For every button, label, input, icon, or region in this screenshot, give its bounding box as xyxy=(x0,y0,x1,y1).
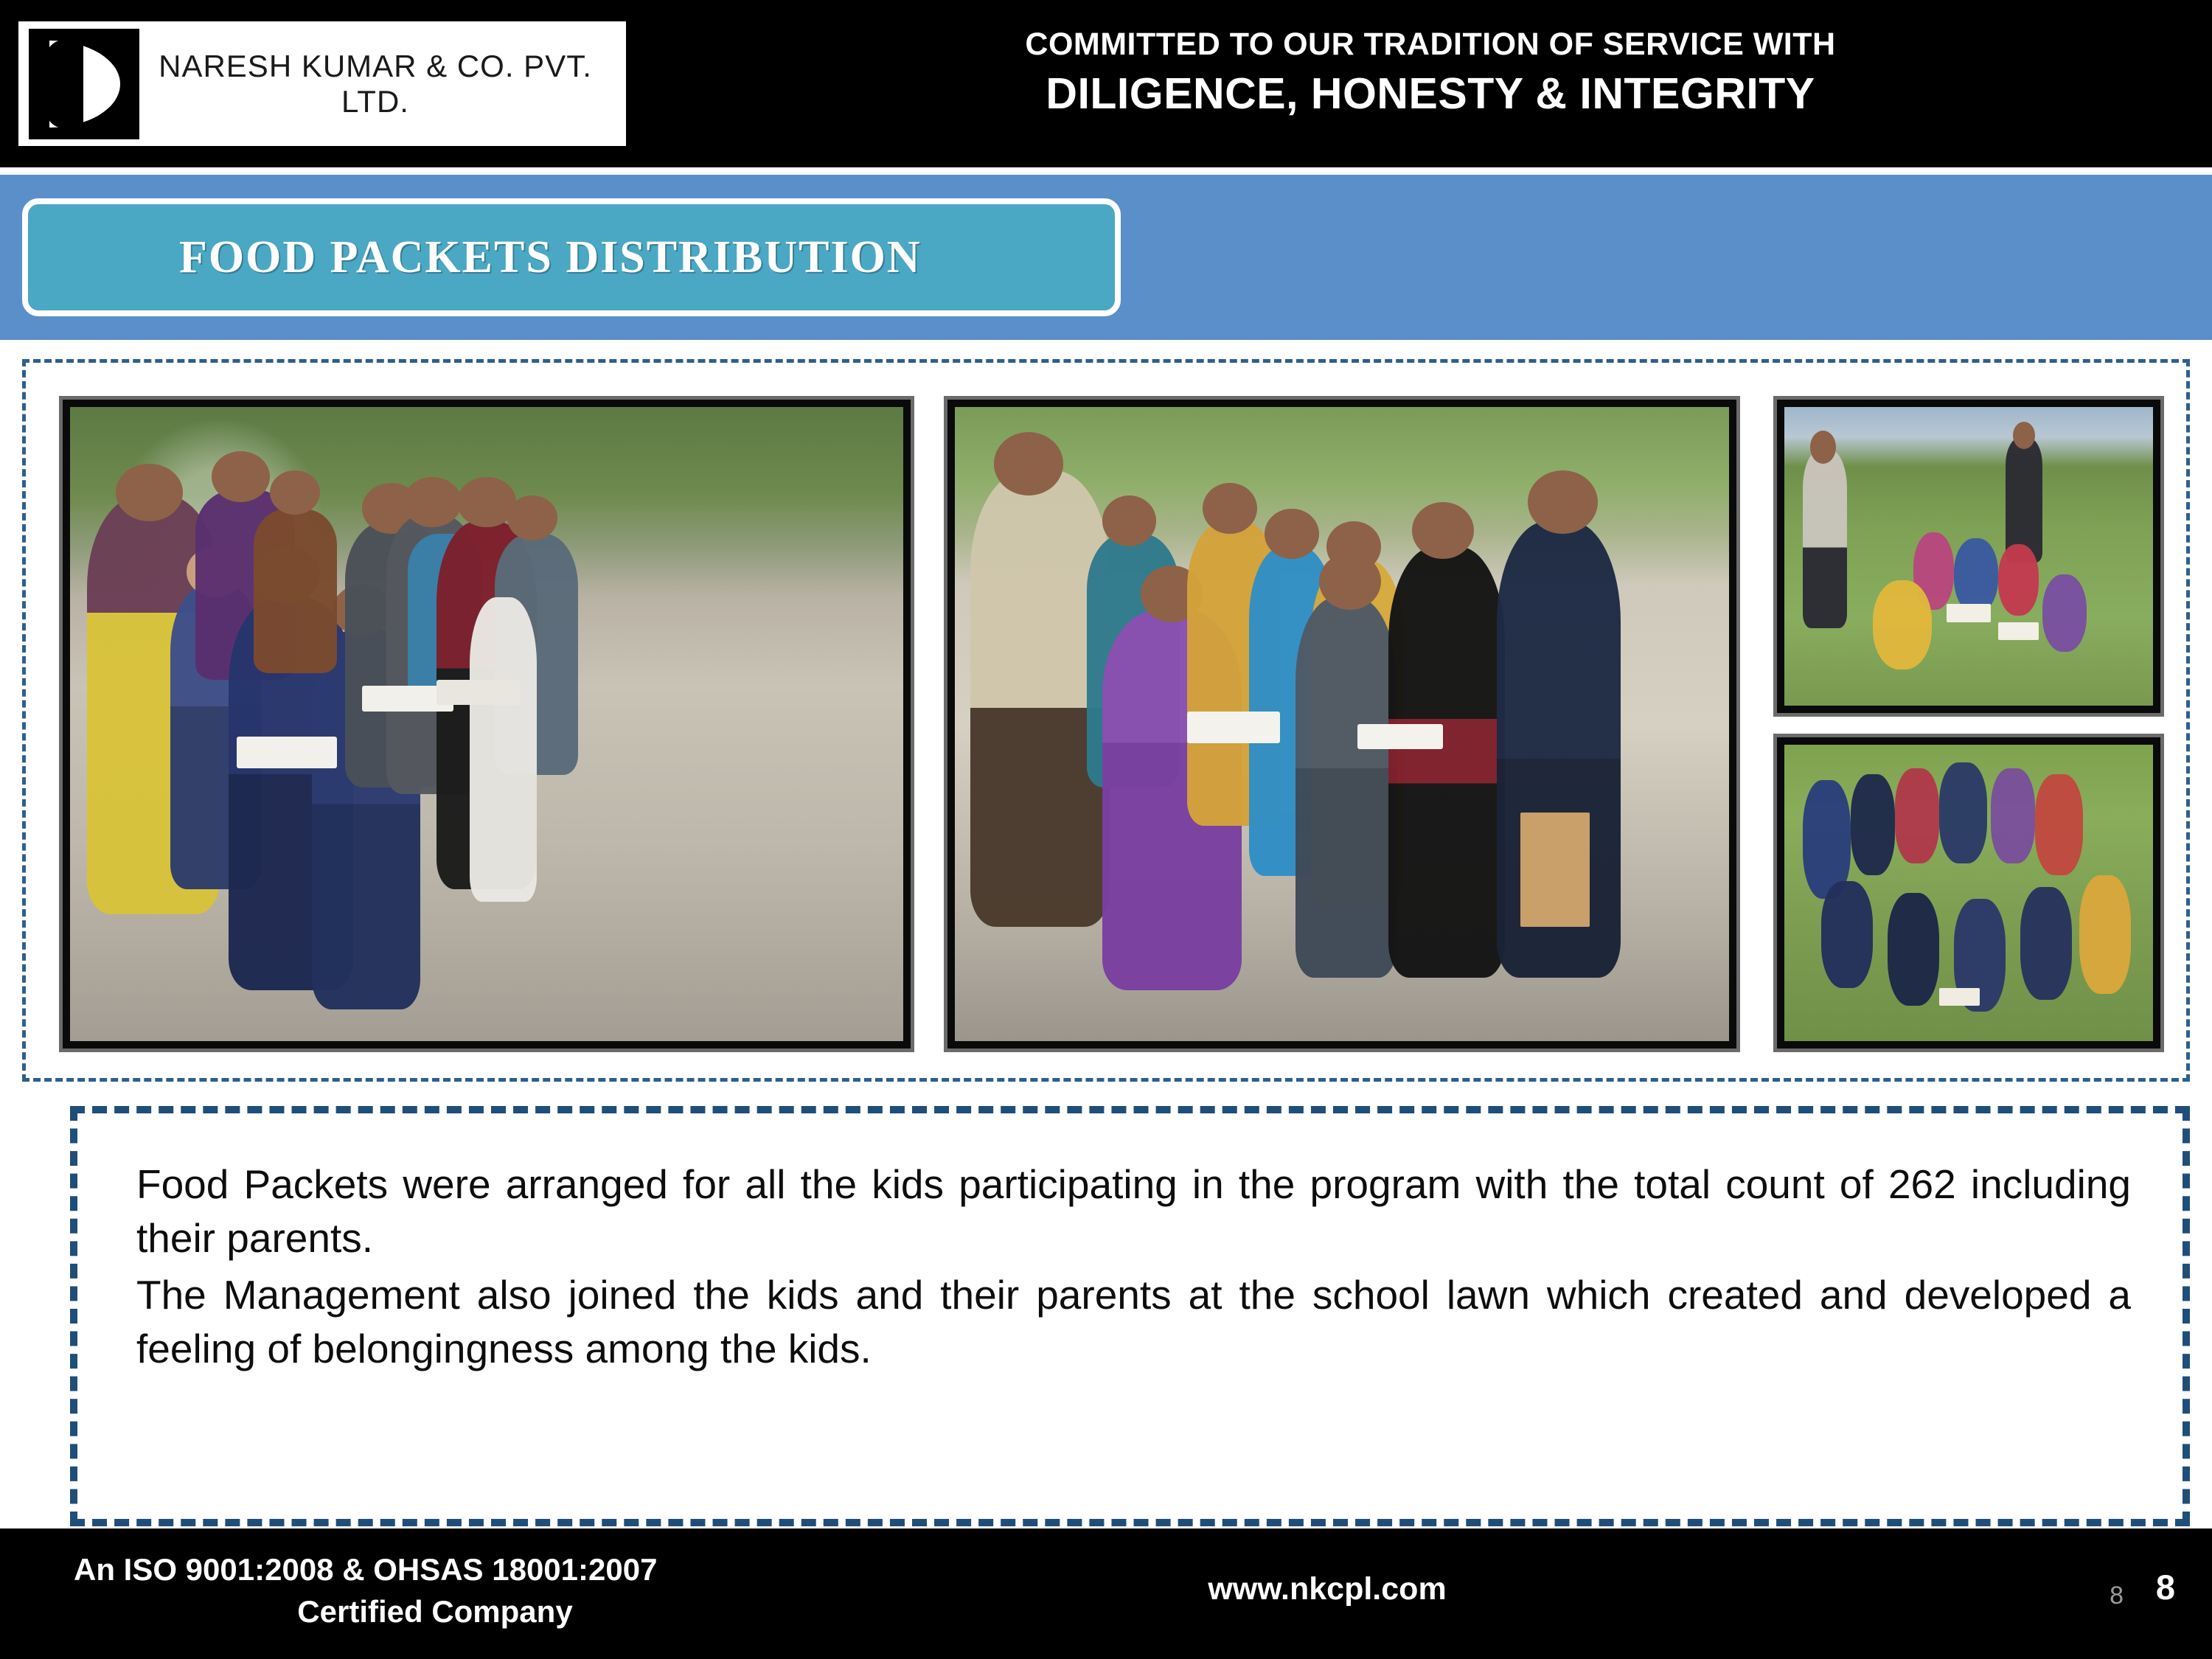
tagline-line-2: DILIGENCE, HONESTY & INTEGRITY xyxy=(1046,69,1815,118)
title-pill xyxy=(22,198,1121,316)
photo-school-lawn-wide xyxy=(1777,400,2160,713)
tagline-line-1: COMMITTED TO OUR TRADITION OF SERVICE WITH xyxy=(1025,27,1836,62)
company-name: NARESH KUMAR & CO. PVT. LTD. xyxy=(159,48,592,119)
page-title: FOOD PACKETS DISTRIBUTION xyxy=(179,232,922,282)
photo-school-lawn-close xyxy=(1777,737,2160,1048)
certification-line-1: An ISO 9001:2008 & OHSAS 18001:2007 xyxy=(74,1552,658,1587)
photo-food-packet-queue xyxy=(63,400,911,1048)
description-paragraph-2: The Management also joined the kids and their parents at the school lawn which created and developed a feeling of belongingness among the kids. xyxy=(136,1272,2131,1372)
header-tagline xyxy=(664,27,2197,119)
certification-line-2: Certified Company xyxy=(297,1593,573,1629)
slide-footer xyxy=(0,1528,2212,1659)
website-link[interactable]: www.nkcpl.com xyxy=(1208,1571,1447,1607)
description-paragraph-1: Food Packets were arranged for all the kids participating in the program with the total count of 262 including their parents. xyxy=(136,1161,2131,1262)
crescent-logo-icon xyxy=(29,29,139,139)
description-box xyxy=(70,1106,2190,1526)
photo-group-distribution xyxy=(947,400,1736,1048)
photo-gallery xyxy=(22,359,2190,1082)
title-band xyxy=(0,172,2212,340)
page-number-small: 8 xyxy=(2110,1582,2124,1610)
page-number: 8 xyxy=(2155,1568,2175,1607)
certification-text xyxy=(74,1549,885,1632)
slide-header xyxy=(0,0,2212,167)
company-logo xyxy=(16,19,628,148)
